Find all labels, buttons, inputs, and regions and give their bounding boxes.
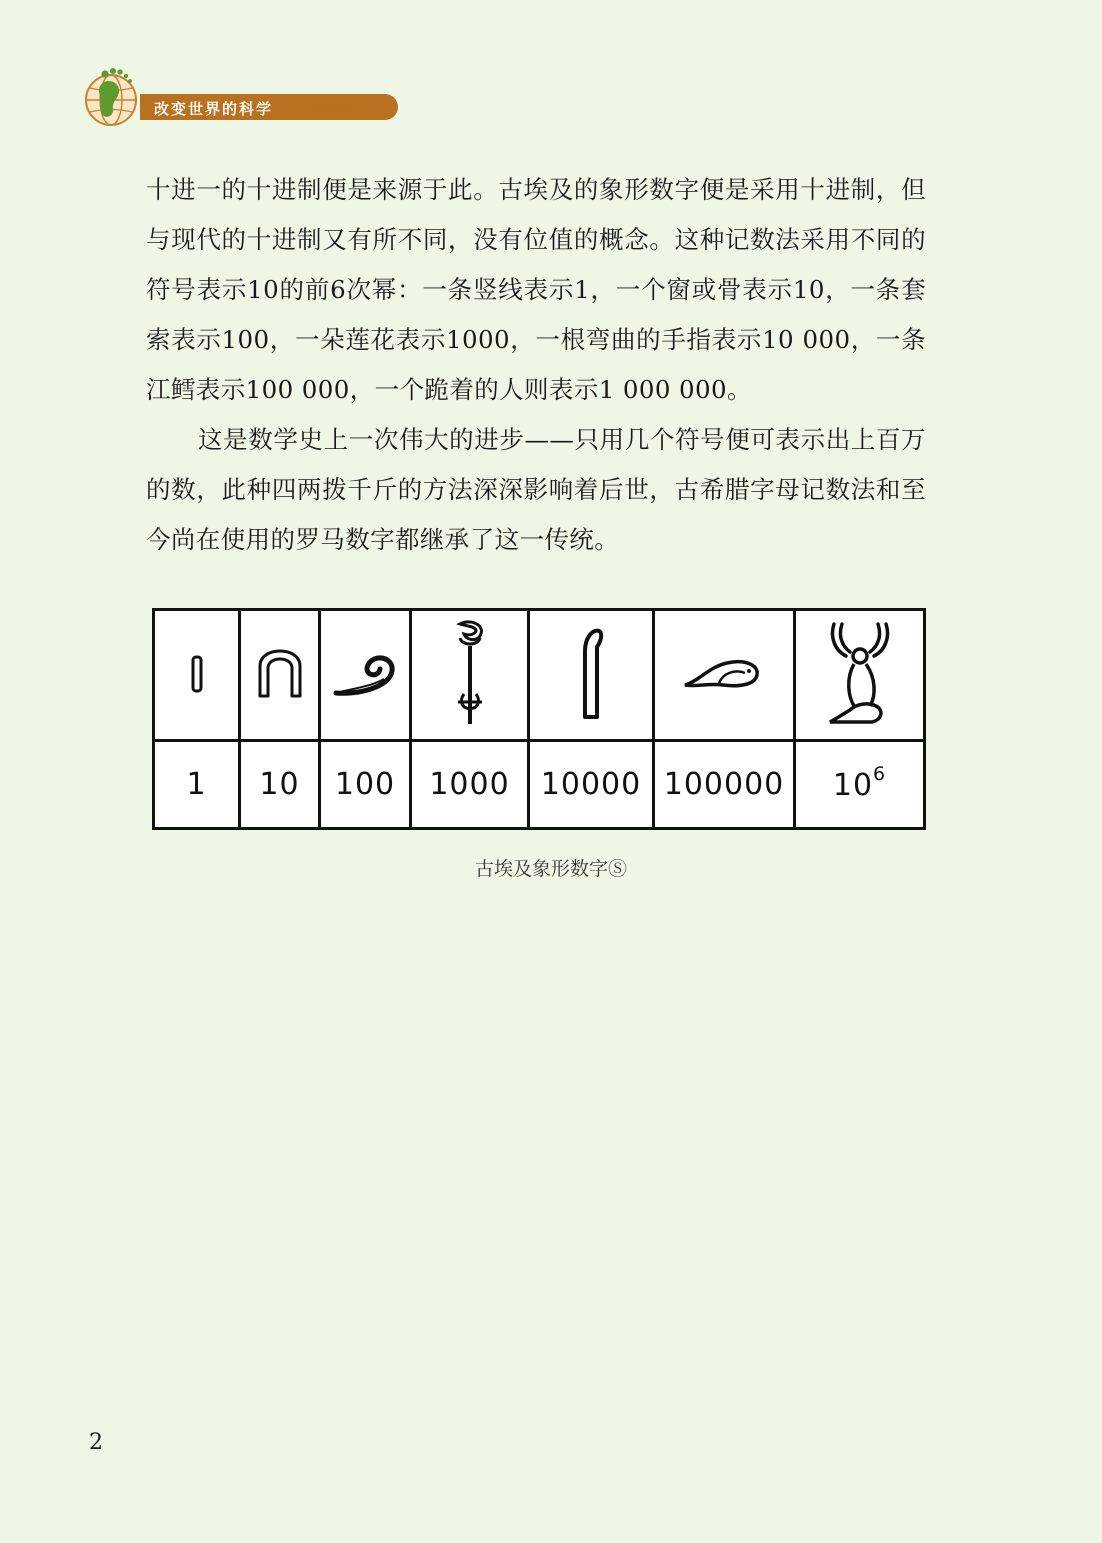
series-edition: 升级版 bbox=[310, 100, 359, 119]
numeral-value: 100 bbox=[334, 767, 396, 802]
value-row bbox=[154, 741, 925, 829]
lotus-icon bbox=[440, 616, 500, 731]
coil-rope-icon bbox=[330, 643, 400, 703]
glyph-cell bbox=[795, 610, 925, 741]
hieroglyph-numerals-figure bbox=[152, 608, 923, 827]
page-number: 2 bbox=[89, 1430, 103, 1455]
value-cell bbox=[529, 741, 654, 829]
paragraph-2: 这是数学史上一次伟大的进步——只用几个符号便可表示出上百万的数，此种四两拨千斤的方法深深影响着后世，古希腊字母记数法和至今尚在使用的罗马数字都继承了这一传统。 bbox=[146, 425, 926, 554]
figure-caption: 古埃及象形数字Ⓢ bbox=[474, 858, 627, 880]
body-text bbox=[146, 165, 926, 565]
stroke-icon bbox=[182, 643, 212, 703]
power-exponent: 6 bbox=[873, 762, 887, 785]
glyph-cell bbox=[411, 610, 529, 741]
tadpole-icon bbox=[679, 643, 769, 703]
numeral-value: 1 bbox=[186, 767, 207, 802]
glyph-cell bbox=[320, 610, 411, 741]
numeral-value: 10 bbox=[259, 767, 300, 802]
value-cell bbox=[411, 741, 529, 829]
glyph-cell bbox=[154, 610, 240, 741]
glyph-cell bbox=[240, 610, 320, 741]
numeral-value: 1000 bbox=[429, 767, 510, 802]
glyph-row bbox=[154, 610, 925, 741]
numeral-value-power bbox=[832, 762, 887, 803]
finger-icon bbox=[571, 623, 611, 723]
power-base: 10 bbox=[832, 767, 874, 803]
numeral-value: 10000 bbox=[540, 767, 642, 802]
hieroglyph-table bbox=[152, 608, 926, 830]
value-cell bbox=[795, 741, 925, 829]
heel-bone-icon bbox=[252, 638, 308, 708]
header bbox=[84, 62, 404, 132]
value-cell bbox=[240, 741, 320, 829]
series-title: 改变世界的科学 bbox=[154, 100, 274, 118]
value-cell bbox=[654, 741, 795, 829]
value-cell bbox=[154, 741, 240, 829]
numeral-value: 100000 bbox=[663, 767, 785, 802]
glyph-cell bbox=[529, 610, 654, 741]
kneeling-man-icon bbox=[820, 616, 900, 731]
footprint-globe-logo-icon bbox=[84, 62, 144, 128]
paragraph-1: 十进一的十进制便是来源于此。古埃及的象形数字便是采用十进制，但与现代的十进制又有所不同，没有位值的概念。这种记数法采用不同的符号表示10的前6次幂：一条竖线表示1，一个窗或骨表示10，一条套索表示100，一朵莲花表示1000，一根弯曲的手指表示10 000，一条江鳕表示100 000，一个跪着的人则表示1 000 000。 bbox=[146, 175, 926, 404]
value-cell bbox=[320, 741, 411, 829]
glyph-cell bbox=[654, 610, 795, 741]
